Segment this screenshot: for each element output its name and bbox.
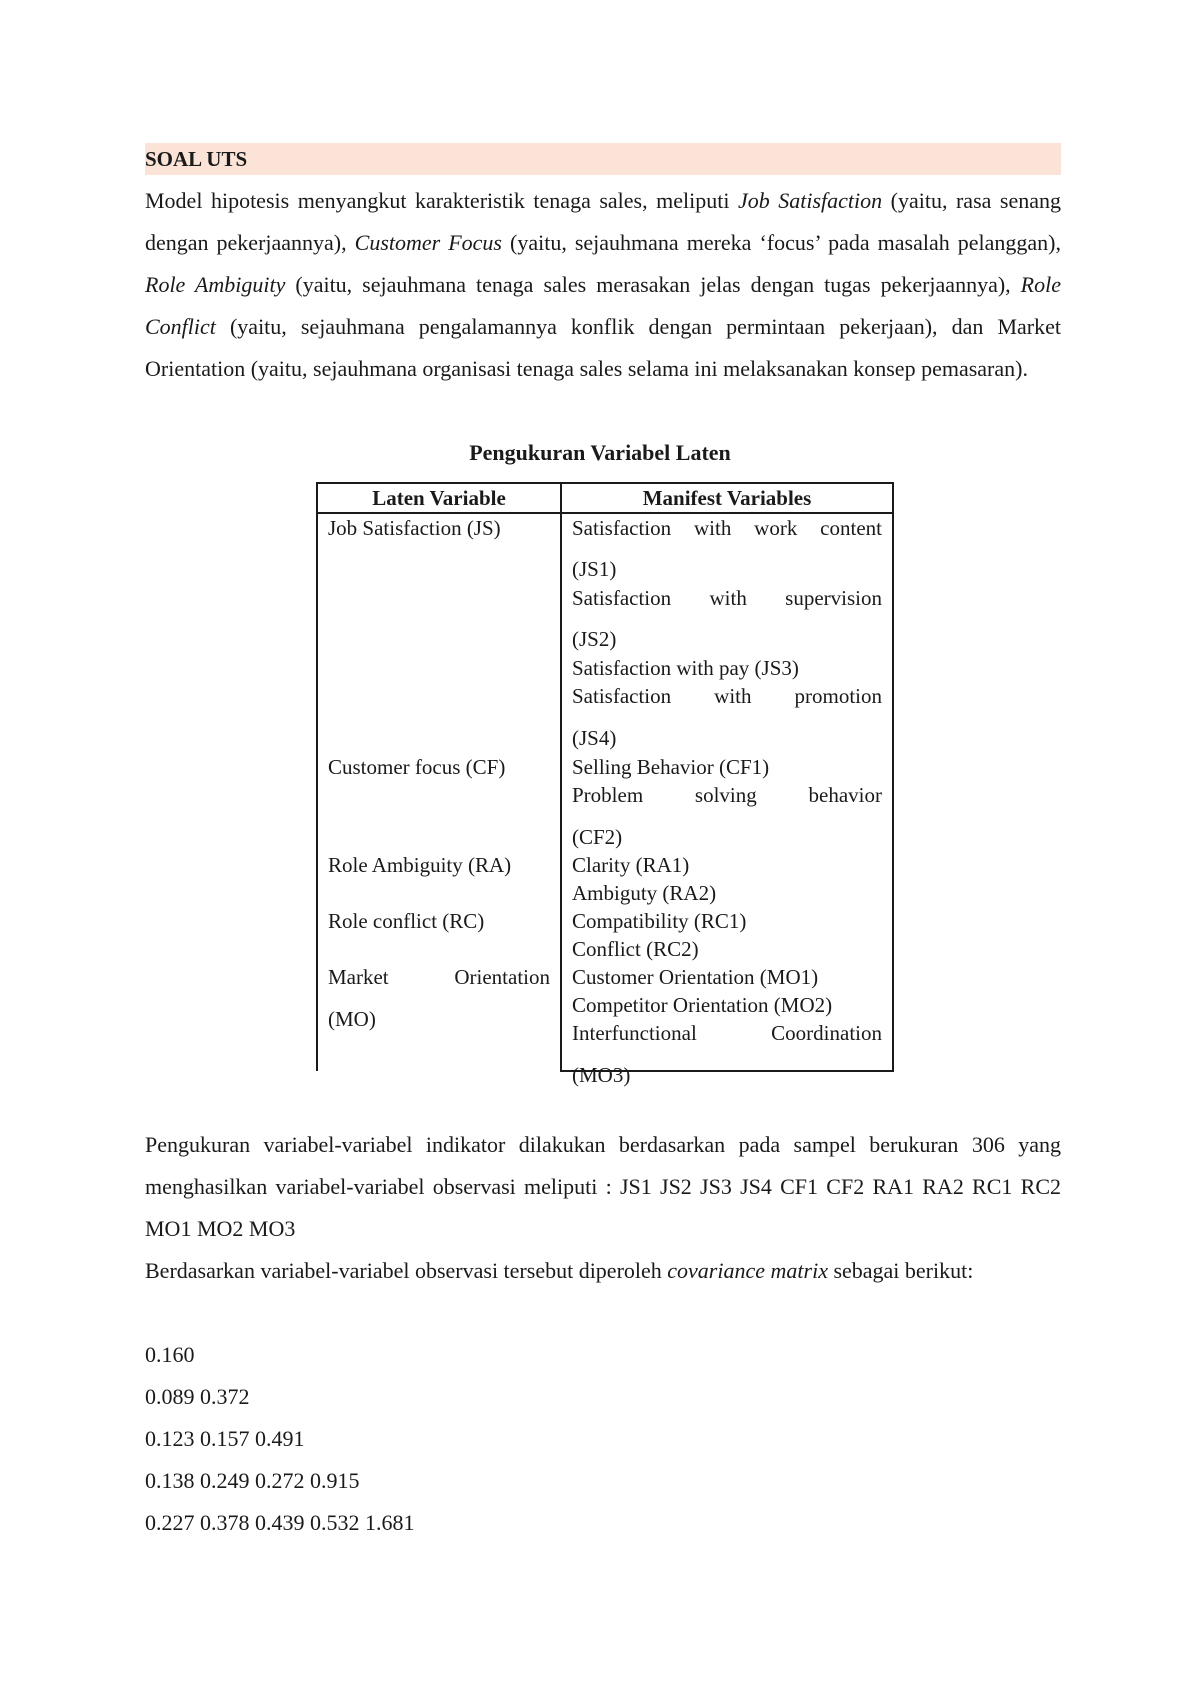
latent-js: Job Satisfaction (JS) (328, 516, 501, 540)
latent-rc: Role conflict (RC) (328, 909, 485, 933)
measurement-paragraph: Pengukuran variabel-variabel indikator dilakukan berdasarkan pada sampel berukuran 306 yang menghasilkan variabel-variabel observasi meliputi : JS1 JS2 JS3 JS4 CF1 CF2 RA1 RA2 RC1 RC2 MO1 MO2 MO3 (145, 1132, 1061, 1241)
intro-text: (yaitu, sejauhmana tenaga sales merasakan jelas dengan tugas pekerjaannya), (285, 272, 1021, 297)
matrix-row: 0.138 0.249 0.272 0.915 (145, 1468, 360, 1493)
manifest-js3: Satisfaction with pay (JS3) (572, 656, 799, 680)
manifest-js4: Satisfaction with promotion (572, 684, 882, 708)
manifest-rc2: Conflict (RC2) (572, 937, 699, 961)
intro-text: Model hipotesis menyangkut karakteristik tenaga sales, meliputi (145, 188, 738, 213)
manifest-cf1: Selling Behavior (CF1) (572, 755, 770, 779)
table-header-row (317, 483, 893, 513)
matrix-row: 0.089 0.372 (145, 1384, 250, 1409)
covariance-intro-paragraph (145, 1250, 1061, 1292)
term-covariance-matrix: covariance matrix (667, 1258, 828, 1283)
covariance-intro-text: sebagai berikut: (827, 1258, 974, 1283)
intro-text: (yaitu, sejauhmana pengalamannya konflik dengan permintaan pekerjaan), dan Market Orientation (yaitu, sejauhmana organisasi tenaga sales selama ini melaksanakan konsep pemasaran). (145, 314, 1061, 381)
manifest-js2-code: (JS2) (572, 627, 617, 651)
manifest-js4-code: (JS4) (572, 726, 617, 750)
manifest-mo1: Customer Orientation (MO1) (572, 965, 819, 989)
intro-text: (yaitu, rasa senang dengan pekerjaannya), (145, 188, 1062, 255)
intro-text: (yaitu, sejauhmana mereka ‘focus’ pada masalah pelanggan), (502, 230, 1062, 255)
table-row (317, 513, 893, 1071)
matrix-row: 0.123 0.157 0.491 (145, 1426, 305, 1451)
latent-cf: Customer focus (CF) (328, 755, 506, 779)
manifest-mo2: Competitor Orientation (MO2) (572, 993, 833, 1017)
header-latent: Laten Variable (317, 483, 561, 513)
latent-mo-abbr: (MO) (328, 1007, 376, 1031)
intro-paragraph (145, 180, 1061, 390)
term-job-satisfaction: Job Satisfaction (737, 188, 883, 213)
term-role-conflict: Role Conflict (145, 272, 1061, 339)
manifest-mo3: Interfunctional Coordination (572, 1021, 882, 1045)
matrix-row: 0.160 (145, 1342, 195, 1367)
variables-table (316, 482, 894, 1087)
header-manifest: Manifest Variables (561, 483, 893, 513)
latent-mo: Market Orientation (328, 965, 550, 989)
manifest-rc1: Compatibility (RC1) (572, 909, 747, 933)
section-heading: SOAL UTS (145, 143, 1061, 175)
manifest-js2: Satisfaction with supervision (572, 586, 882, 610)
covariance-intro-text: Berdasarkan variabel-variabel observasi tersebut diperoleh (145, 1258, 668, 1283)
term-customer-focus: Customer Focus (354, 230, 502, 255)
manifest-mo3-code: (MO3) (572, 1063, 631, 1087)
manifest-ra2: Ambiguty (RA2) (572, 881, 717, 905)
term-role-ambiguity: Role Ambiguity (145, 272, 286, 297)
matrix-row: 0.227 0.378 0.439 0.532 1.681 (145, 1510, 415, 1535)
manifest-ra1: Clarity (RA1) (572, 853, 690, 877)
manifest-cf2-code: (CF2) (572, 825, 623, 849)
latent-cell (317, 513, 561, 1071)
manifest-cell (561, 513, 893, 1087)
manifest-cf2: Problem solving behavior (572, 783, 882, 807)
manifest-js1: Satisfaction with work content (572, 516, 882, 540)
latent-ra: Role Ambiguity (RA) (328, 853, 512, 877)
manifest-js1-code: (JS1) (572, 557, 617, 581)
table-caption: Pengukuran Variabel Laten (469, 440, 731, 465)
